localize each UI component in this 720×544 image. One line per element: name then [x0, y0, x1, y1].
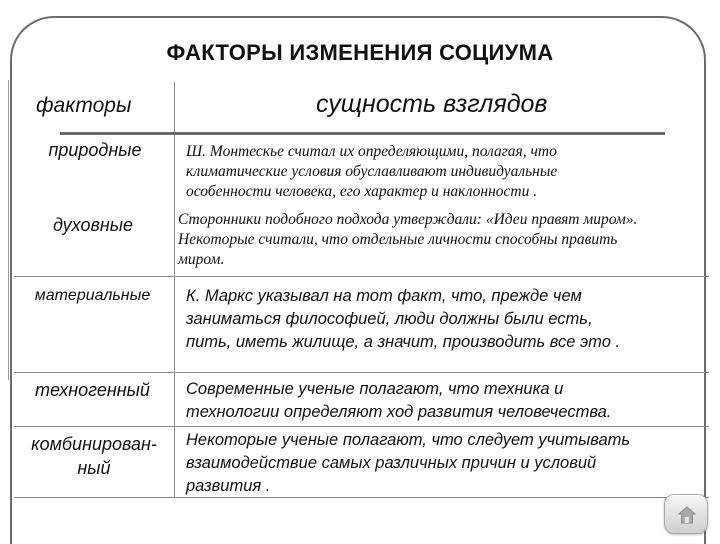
factor-spiritual: духовные [52, 215, 134, 235]
essence-combined [186, 429, 711, 498]
factor-line: ный [77, 458, 111, 478]
factor-line: комбинирован- [31, 434, 157, 454]
factor-technogenic: техногенный [35, 380, 150, 400]
home-button[interactable] [664, 494, 708, 534]
row-divider [14, 426, 709, 427]
text-line: взаимодействие самых различных причин и условий [186, 454, 597, 472]
column-header-factors: факторы [36, 94, 132, 117]
text-line: миром. [178, 251, 225, 268]
text-line: развития . [186, 477, 271, 495]
text-line: Ш. Монтескье считал их определяющими, полагая, что [186, 143, 557, 160]
factor-combined [14, 432, 174, 480]
essence-spiritual [178, 210, 718, 270]
home-icon [676, 504, 698, 526]
factor-natural: природные [48, 140, 142, 160]
slide-title: ФАКТОРЫ ИЗМЕНЕНИЯ СОЦИУМА [166, 40, 554, 65]
factor-material: материальные [34, 287, 151, 304]
text-line: Сторонники подобного подхода утверждали: «Идеи правят миром». [178, 211, 638, 228]
essence-technogenic [186, 378, 706, 424]
text-line: пить, иметь жилище, а значит, производить все это . [186, 333, 621, 351]
text-line: заниматься философией, люди должны были есть, [186, 310, 593, 328]
text-line: особенности человека, его характер и наклонности . [186, 183, 538, 200]
column-header-essence: сущность взглядов [316, 90, 548, 118]
row-divider [14, 276, 709, 277]
header-underline [60, 132, 665, 135]
text-line: климатические условия обуславливают индивидуальные [186, 163, 558, 180]
essence-natural [186, 142, 666, 202]
text-line: Некоторые ученые полагают, что следует учитывать [186, 431, 631, 449]
text-line: Некоторые считали, что отдельные личности способны править [178, 231, 618, 248]
text-line: К. Маркс указывал на тот факт, что, прежде чем [186, 287, 582, 305]
table-left-border [8, 80, 9, 380]
table-column-divider [174, 82, 175, 497]
row-divider [14, 372, 709, 373]
essence-material [186, 285, 706, 354]
text-line: технологии определяют ход развития человечества. [186, 403, 612, 421]
text-line: Современные ученые полагают, что техника и [186, 380, 564, 398]
